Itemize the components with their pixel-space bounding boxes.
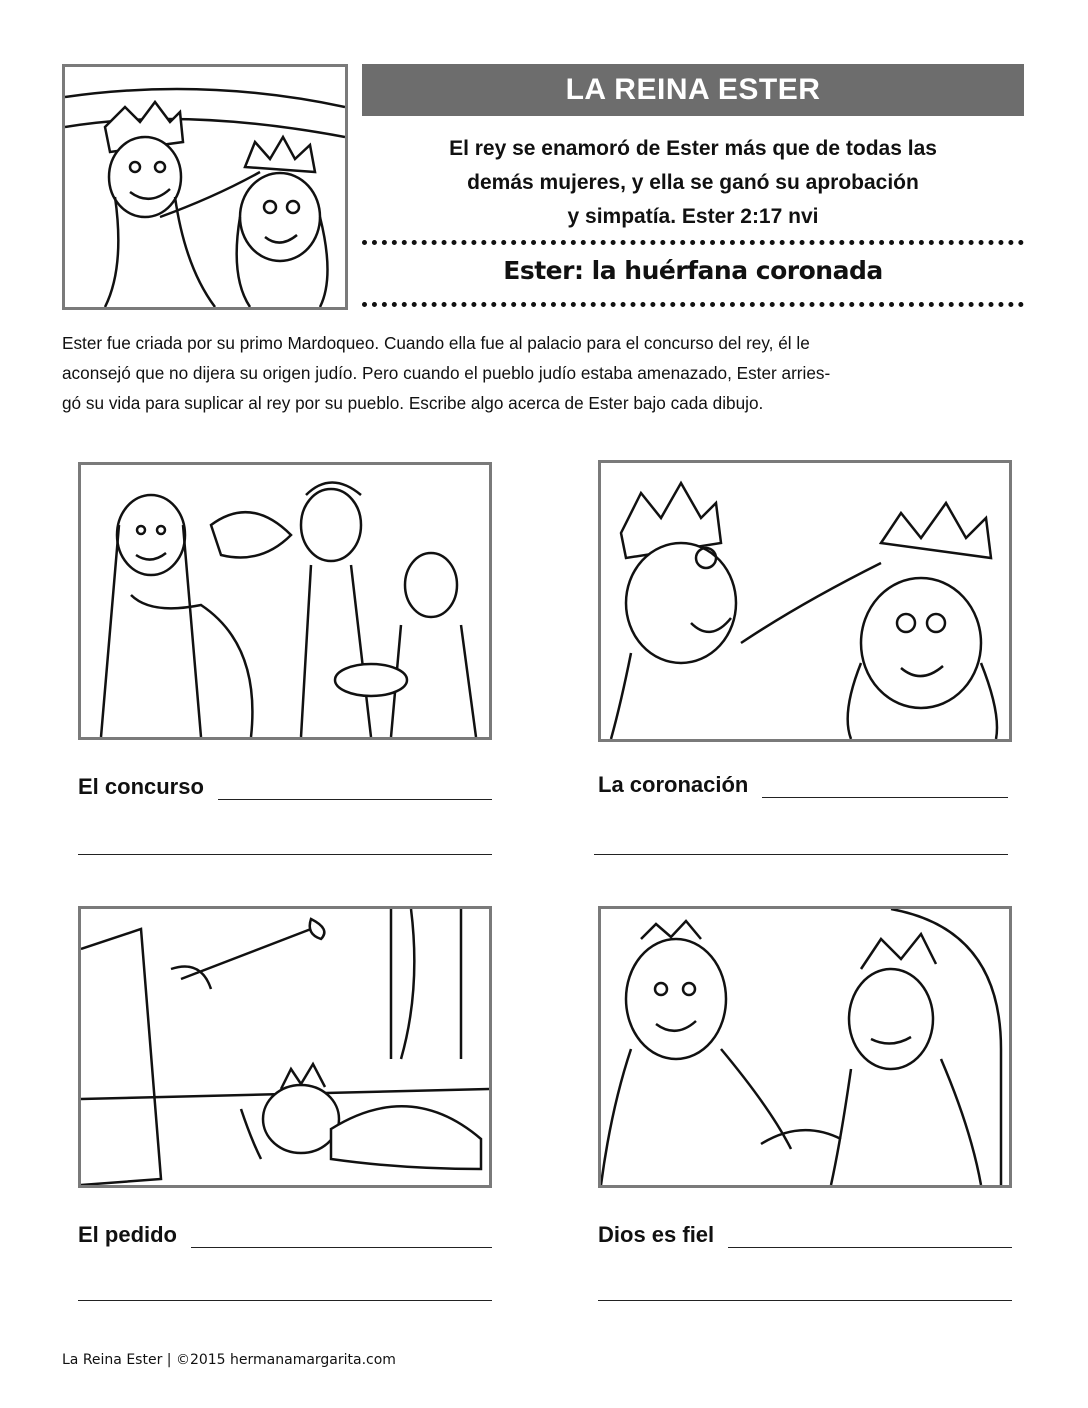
god-faithful-illustration [598, 906, 1012, 1188]
header-coronation-illustration [62, 64, 348, 310]
bible-verse [370, 132, 1016, 234]
page-title: LA REINA ESTER [362, 64, 1024, 116]
intro-line: aconsejó que no dijera su origen judío. Pero cuando el pueblo judío estaba amenazado, Ester arries- [62, 363, 831, 383]
verse-line: El rey se enamoró de Ester más que de todas las [449, 137, 937, 160]
caption-label: Dios es fiel [598, 1222, 715, 1247]
answer-line[interactable] [218, 779, 492, 800]
answer-line[interactable] [78, 1300, 492, 1301]
verse-line: y simpatía. Ester 2:17 nvi [567, 205, 819, 228]
intro-paragraph [62, 328, 1002, 418]
dotted-divider-top [362, 240, 1024, 245]
verse-line: demás mujeres, y ella se ganó su aprobación [467, 171, 919, 194]
caption-label: El pedido [78, 1222, 177, 1247]
intro-line: gó su vida para suplicar al rey por su pueblo. Escribe algo acerca de Ester bajo cada dibujo. [62, 393, 764, 413]
caption-label: El concurso [78, 774, 204, 799]
caption-row [78, 774, 492, 800]
intro-line: Ester fue criada por su primo Mardoqueo. Cuando ella fue al palacio para el concurso del rey, él le [62, 333, 810, 353]
answer-line[interactable] [762, 777, 1008, 798]
footer-credit: La Reina Ester | ©2015 hermanamargarita.com [62, 1352, 396, 1368]
answer-line[interactable] [78, 854, 492, 855]
coronation-illustration [598, 460, 1012, 742]
subtitle: Ester: la huérfana coronada [503, 256, 883, 285]
answer-line[interactable] [728, 1227, 1012, 1248]
dotted-divider-bottom [362, 302, 1024, 307]
caption-label: La coronación [598, 772, 749, 797]
answer-line[interactable] [594, 854, 1008, 855]
caption-row [78, 1222, 492, 1248]
caption-row [598, 1222, 1012, 1248]
caption-row [598, 772, 1008, 798]
answer-line[interactable] [191, 1227, 492, 1248]
answer-line[interactable] [598, 1300, 1012, 1301]
request-illustration [78, 906, 492, 1188]
contest-illustration [78, 462, 492, 740]
